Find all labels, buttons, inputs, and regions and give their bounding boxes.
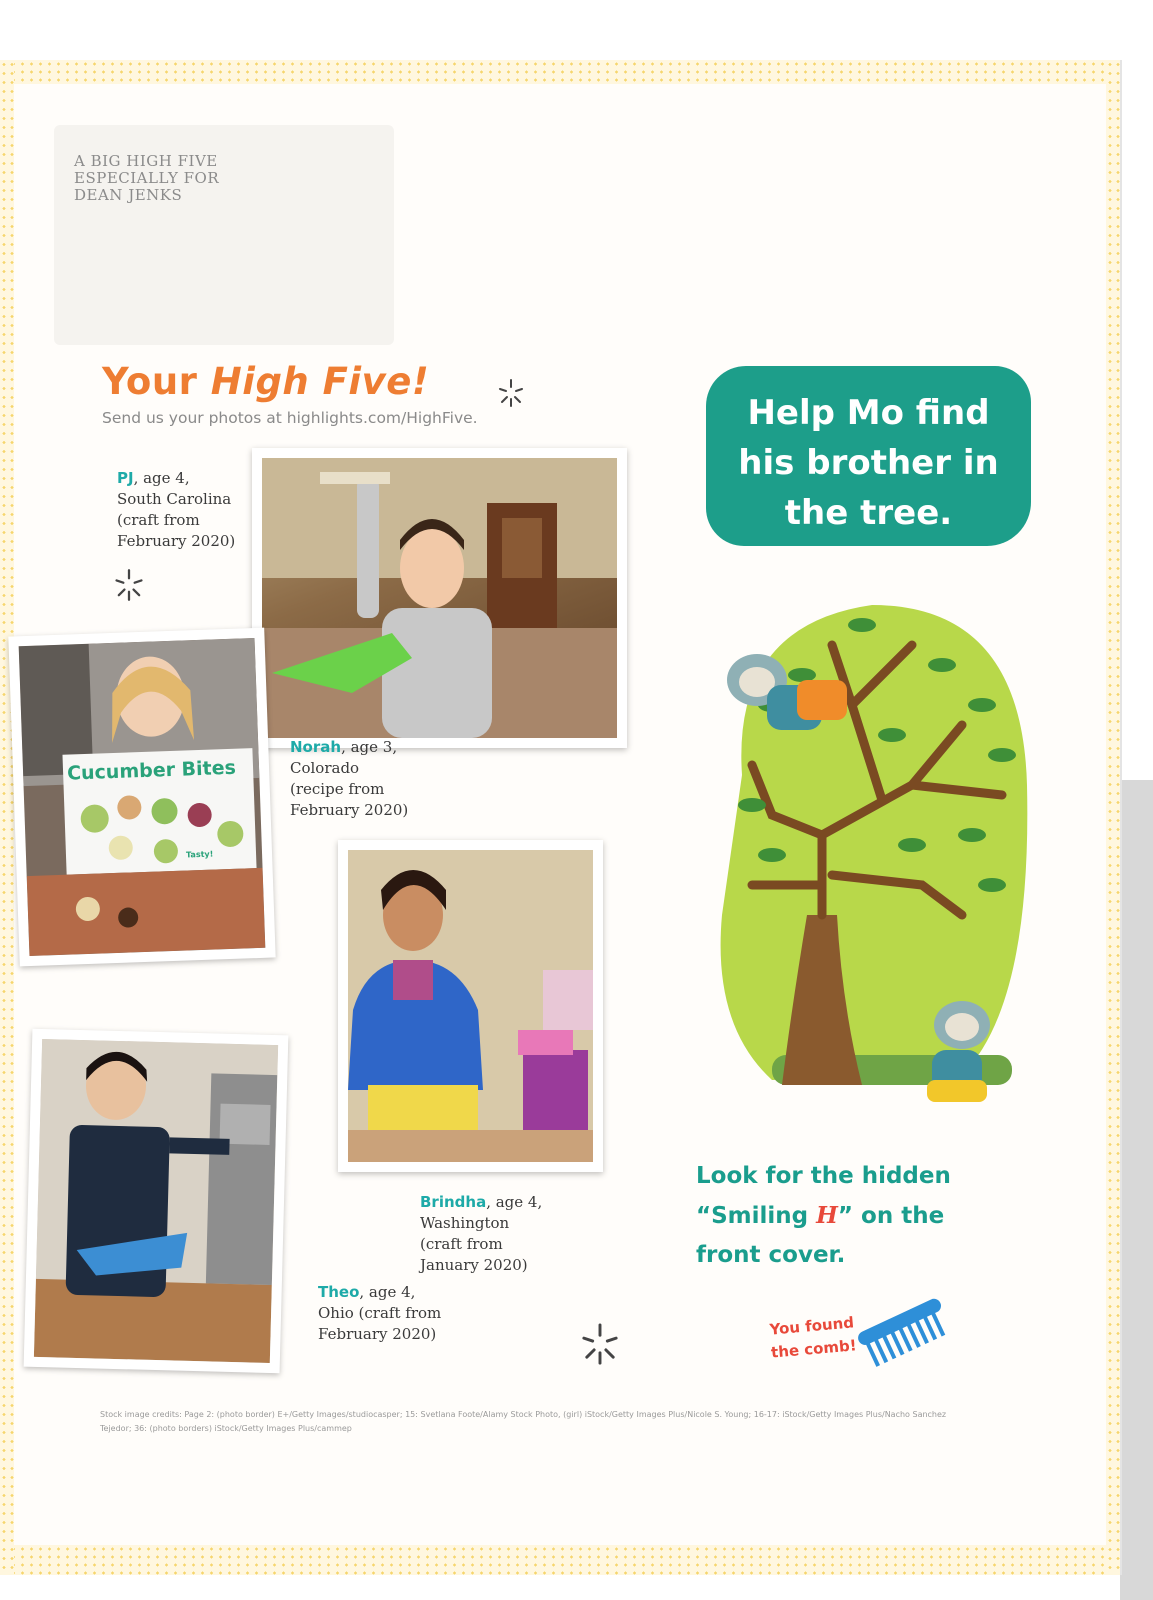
- magazine-tasty: Tasty!: [185, 849, 214, 860]
- caption-text: Colorado: [290, 759, 360, 777]
- bubble-line: the tree.: [784, 493, 953, 533]
- caption-text: Ohio (craft from: [318, 1304, 442, 1322]
- found-comb-note: [768, 1311, 857, 1364]
- caption-text: , age 4,: [359, 1283, 416, 1301]
- smiling-h-icon: H: [816, 1202, 838, 1229]
- photo-norah: [8, 628, 275, 967]
- caption-text: , age 4,: [486, 1193, 543, 1211]
- photo-brindha-illustration: [348, 850, 593, 1162]
- address-line: ESPECIALLY FOR: [74, 169, 220, 187]
- dotted-border-right: [1106, 60, 1120, 1575]
- stock-image-credits: [100, 1408, 980, 1436]
- prompt-text: ” on the: [837, 1203, 945, 1229]
- photo-theo-illustration: [34, 1039, 278, 1363]
- caption-theo: [318, 1282, 441, 1345]
- photo-theo: [24, 1029, 289, 1374]
- magazine-page: [0, 60, 1120, 1575]
- photo-pj-illustration: [262, 458, 617, 738]
- caption-text: , age 3,: [341, 738, 398, 756]
- address-label: [74, 153, 219, 204]
- prompt-text: “Smiling: [696, 1203, 817, 1229]
- kid-name: Brindha: [420, 1193, 487, 1211]
- caption-brindha: [420, 1192, 542, 1276]
- title-part-italic: High Five!: [210, 360, 430, 403]
- caption-norah: [290, 737, 408, 821]
- photo-pj: [252, 448, 627, 748]
- sparkle-icon: [498, 378, 524, 413]
- section-title: [102, 360, 429, 403]
- prompt-line: Look for the hidden: [696, 1163, 951, 1189]
- dotted-border-left: [0, 60, 14, 1575]
- section-subtitle: Send us your photos at highlights.com/HighFive.: [102, 409, 478, 427]
- caption-text: January 2020): [420, 1256, 528, 1274]
- magazine-headline: Cucumber Bites: [66, 756, 237, 785]
- dotted-border-top: [0, 60, 1120, 84]
- photo-brindha: [338, 840, 603, 1172]
- caption-text: , age 4,: [133, 469, 190, 487]
- kid-name: Theo: [318, 1283, 360, 1301]
- comb-icon: [849, 1290, 967, 1390]
- caption-text: (craft from: [420, 1235, 503, 1253]
- address-line: DEAN JENKS: [74, 186, 183, 204]
- puzzle-prompt-bubble: [706, 366, 1031, 546]
- caption-text: (recipe from: [290, 780, 385, 798]
- caption-text: Washington: [420, 1214, 510, 1232]
- dotted-border-bottom: [0, 1545, 1120, 1575]
- caption-pj: [117, 468, 235, 552]
- found-line: the comb!: [770, 1336, 858, 1362]
- sparkle-icon: [113, 568, 145, 607]
- caption-text: South Carolina: [117, 490, 232, 508]
- photo-norah-illustration: [19, 638, 266, 956]
- bubble-line: his brother in: [738, 443, 999, 483]
- caption-text: February 2020): [117, 532, 236, 550]
- found-line: You found: [768, 1313, 855, 1339]
- caption-text: February 2020): [290, 801, 409, 819]
- address-line: A BIG HIGH FIVE: [74, 152, 218, 170]
- caption-text: (craft from: [117, 511, 200, 529]
- credits-line: Tejedor; 36: (photo borders) iStock/Getty Images Plus/cammep: [100, 1424, 352, 1433]
- tree-maze-illustration: [712, 585, 1042, 1115]
- sparkle-icon: [578, 1322, 622, 1371]
- credits-line: Stock image credits: Page 2: (photo border) E+/Getty Images/studiocasper; 15: Svetlana Foote/Alamy Stock Photo, (girl) iStock/Getty Images Plus/Nicole S. Young; 16-17: iStock/Getty Images Plus/Nacho Sanchez: [100, 1410, 947, 1419]
- kid-name: Norah: [290, 738, 342, 756]
- hidden-h-prompt: [696, 1157, 1026, 1275]
- prompt-line: front cover.: [696, 1242, 846, 1268]
- title-part: Your: [102, 360, 211, 403]
- caption-text: February 2020): [318, 1325, 437, 1343]
- kid-name: PJ: [117, 469, 134, 487]
- bubble-line: Help Mo find: [747, 393, 990, 433]
- page-edge-shadow: [1120, 780, 1153, 1600]
